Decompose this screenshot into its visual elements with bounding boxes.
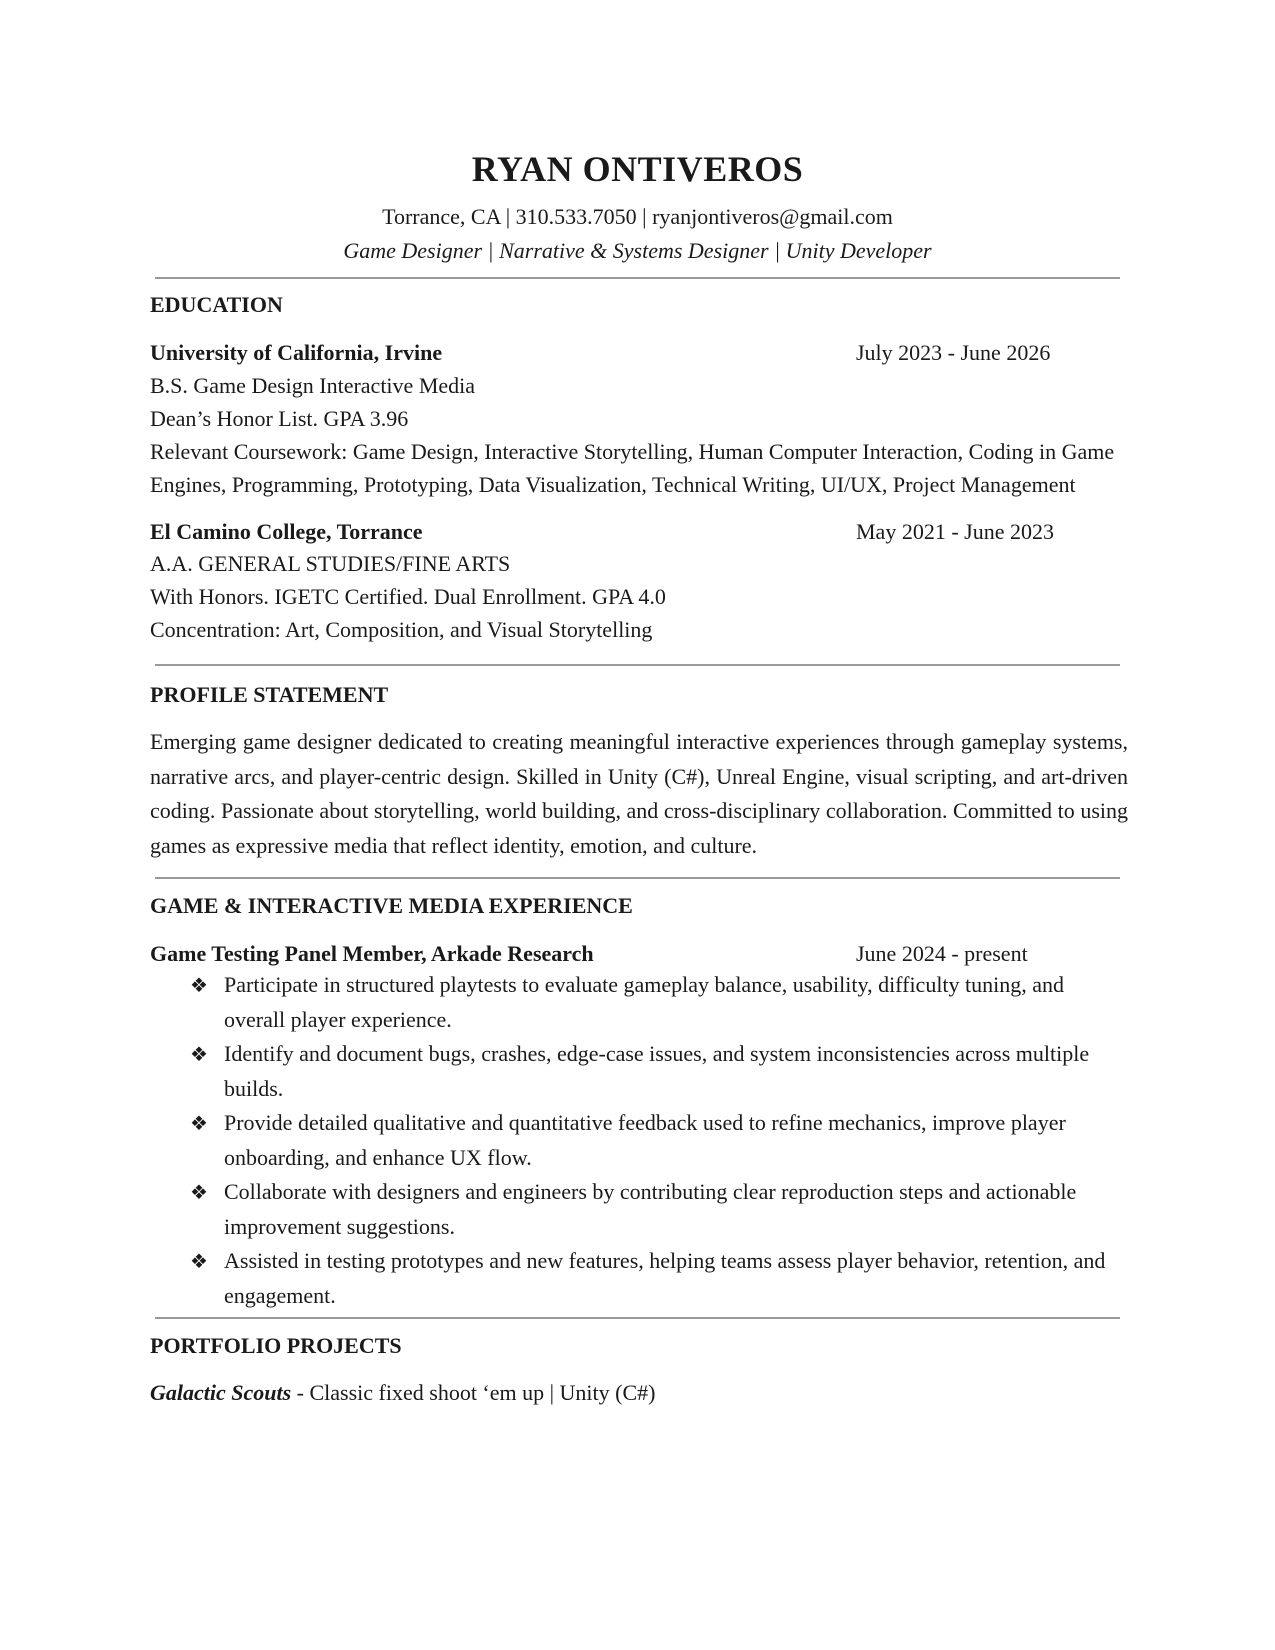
- school-dates: July 2023 - June 2026: [856, 340, 1051, 365]
- list-item: [150, 968, 1120, 1037]
- school-degree: B.S. Game Design Interactive Media: [150, 373, 476, 398]
- job-dates: June 2024 - present: [856, 941, 1028, 966]
- tagline: Game Designer | Narrative & Systems Designer | Unity Developer: [343, 238, 932, 263]
- bullet-text: Assisted in testing prototypes and new features, helping teams assess player behavior, retention, and engagement.: [224, 1248, 1106, 1308]
- candidate-name: RYAN ONTIVEROS: [471, 149, 804, 189]
- school-concentration: Concentration: Art, Composition, and Visual Storytelling: [150, 617, 653, 642]
- profile-heading: PROFILE STATEMENT: [150, 682, 389, 707]
- school-name: El Camino College, Torrance: [150, 519, 423, 544]
- school-honors: Dean’s Honor List. GPA 3.96: [150, 406, 409, 431]
- bullet-text: Collaborate with designers and engineers by contributing clear reproduction steps and actionable improvement suggestions.: [224, 1179, 1077, 1239]
- project-entry: [150, 1380, 655, 1406]
- diamond-bullet-icon: ❖: [190, 1180, 208, 1204]
- job-bullet-list: [150, 968, 1120, 1313]
- education-heading: EDUCATION: [150, 292, 283, 317]
- portfolio-heading: PORTFOLIO PROJECTS: [150, 1333, 402, 1358]
- school-honors: With Honors. IGETC Certified. Dual Enrollment. GPA 4.0: [150, 584, 666, 609]
- diamond-bullet-icon: ❖: [190, 1042, 208, 1066]
- job-title: Game Testing Panel Member, Arkade Research: [150, 941, 594, 966]
- diamond-bullet-icon: ❖: [190, 1111, 208, 1135]
- diamond-bullet-icon: ❖: [190, 1249, 208, 1273]
- project-description: - Classic fixed shoot ‘em up | Unity (C#): [291, 1380, 656, 1405]
- list-item: [150, 1244, 1120, 1313]
- list-item: [150, 1175, 1120, 1244]
- bullet-text: Identify and document bugs, crashes, edge-case issues, and system inconsistencies across multiple builds.: [224, 1041, 1090, 1101]
- profile-text: Emerging game designer dedicated to creating meaningful interactive experiences through gameplay systems, narrative arcs, and player-centric design. Skilled in Unity (C#), Unreal Engine, visual scripting, and art-driven coding. Passionate about storytelling, world building, and cross-disciplinary collaboration. Committed to using games as expressive media that reflect identity, emotion, and culture.: [150, 729, 1128, 858]
- divider: [155, 877, 1120, 879]
- list-item: [150, 1106, 1120, 1175]
- contact-line: Torrance, CA | 310.533.7050 | ryanjontiveros@gmail.com: [382, 204, 893, 229]
- school-dates: May 2021 - June 2023: [856, 519, 1054, 544]
- project-title: Galactic Scouts: [150, 1380, 292, 1405]
- divider: [155, 1317, 1120, 1319]
- school-degree: A.A. GENERAL STUDIES/FINE ARTS: [150, 551, 511, 576]
- school-coursework-continued: Engines, Programming, Prototyping, Data Visualization, Technical Writing, UI/UX, Project Management: [150, 472, 1076, 497]
- divider: [155, 277, 1120, 279]
- school-name: University of California, Irvine: [150, 340, 443, 365]
- diamond-bullet-icon: ❖: [190, 973, 208, 997]
- list-item: [150, 1037, 1120, 1106]
- experience-heading: GAME & INTERACTIVE MEDIA EXPERIENCE: [150, 893, 633, 918]
- school-coursework: Relevant Coursework: Game Design, Interactive Storytelling, Human Computer Interaction, Coding in Game: [150, 439, 1115, 464]
- bullet-text: Provide detailed qualitative and quantitative feedback used to refine mechanics, improve player onboarding, and enhance UX flow.: [224, 1110, 1066, 1170]
- bullet-text: Participate in structured playtests to evaluate gameplay balance, usability, difficulty tuning, and overall player experience.: [224, 972, 1065, 1032]
- divider: [155, 664, 1120, 666]
